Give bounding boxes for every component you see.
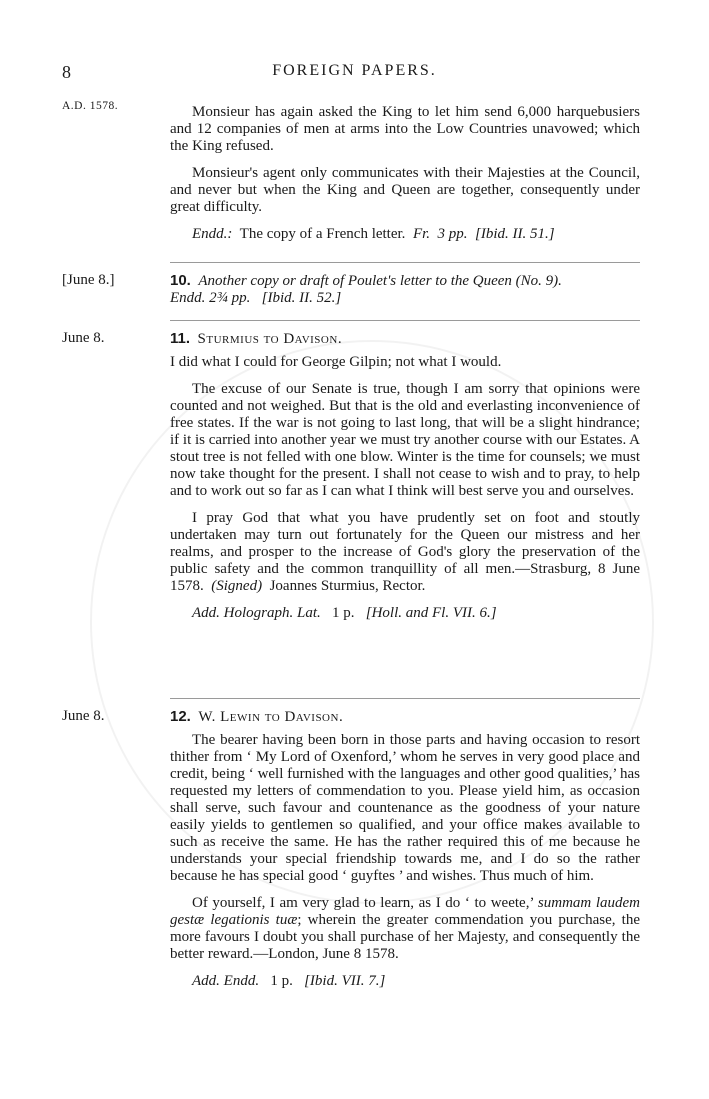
entry-10 xyxy=(170,272,640,307)
margin-year: A.D. 1578. xyxy=(62,100,119,112)
page-title: FOREIGN PAPERS. xyxy=(272,62,437,79)
entry10-text: 10. Another copy or draft of Poulet's letter to the Queen (No. 9). xyxy=(170,272,562,289)
intro-endorsement: Endd.: The copy of a French letter. Fr. 3 pp. [Ibid. II. 51.] xyxy=(192,226,555,242)
intro-paragraph-1: Monsieur has again asked the King to let him send 6,000 harquebusiers and 12 companies of men at arms into the Low Countries unavowed; which the King refused. xyxy=(170,104,640,154)
entry-11 xyxy=(170,330,640,622)
entry11-heading: 11. Sturmius to Davison. xyxy=(170,330,343,347)
entry12-heading: 12. W. Lewin to Davison. xyxy=(170,708,344,725)
entry12-endorsement: Add. Endd. 1 p. [Ibid. VII. 7.] xyxy=(192,973,386,989)
entry11-paragraph-3: I pray God that what you have prudently set on foot and stoutly undertaken may turn out fortunately for the Queen our mistress and her realms, and prosper to the increase of God's glory the preservation of the public safety and the common tranquillity of all men.—Strasburg, 8 June 1578. (Signed) Joannes Sturmius, Rector. xyxy=(170,510,640,594)
entry10-date: [June 8.] xyxy=(62,272,115,288)
entry11-date: June 8. xyxy=(62,330,105,346)
section-divider xyxy=(170,262,640,263)
entry-12 xyxy=(170,708,640,990)
running-header xyxy=(0,62,709,86)
entry10-endorsement: Endd. 2¾ pp. [Ibid. II. 52.] xyxy=(170,290,342,306)
section-divider xyxy=(170,320,640,321)
entry11-paragraph-1: I did what I could for George Gilpin; not what I would. xyxy=(170,354,502,370)
entry11-endorsement: Add. Holograph. Lat. 1 p. [Holl. and Fl. VII. 6.] xyxy=(192,605,497,621)
section-divider xyxy=(170,698,640,699)
entry12-paragraph-1: The bearer having been born in those parts and having occasion to resort thither from ‘ My Lord of Oxenford,’ whom he serves in very good place and credit, being ‘ well furnished with the languages and other good qualities,’ has requested my letters of commendation to you. Please yield him, as occasion shall serve, such favour and countenance as the goodness of your nature easily yields to gentlemen so qualified, and your office makes available to such as receive the same. He has the rather required this of me because he understands your special friendship towards me, and I do so the rather because he has special good ‘ guyftes ’ and wishes. Thus much of him. xyxy=(170,732,640,884)
page-number: 8 xyxy=(62,62,71,82)
intro-section xyxy=(170,104,640,243)
entry12-date: June 8. xyxy=(62,708,105,724)
entry12-paragraph-2: Of yourself, I am very glad to learn, as I do ‘ to weete,’ summam laudem gestæ legationis tuæ; wherein the greater commendation you purchase, the more favours I doubt you shall purchase of her Majesty, and consequently the better reward.—London, June 8 1578. xyxy=(170,895,641,962)
intro-paragraph-2: Monsieur's agent only communicates with their Majesties at the Council, and never but when the King and Queen are together, consequently under great difficulty. xyxy=(170,165,640,215)
entry11-paragraph-2: The excuse of our Senate is true, though I am sorry that opinions were counted and not weighed. But that is the old and everlasting inconvenience of free states. If the war is not going to last long, that will be a slight hindrance; if it is carried into another year we must try another course with our Estates. A stout tree is not felled with one blow. Winter is the time for counsels; we must now take thought for the present. I shall not cease to wish and to pray, to help and to work out so far as I can what I think will best serve you and ourselves. xyxy=(170,381,640,499)
